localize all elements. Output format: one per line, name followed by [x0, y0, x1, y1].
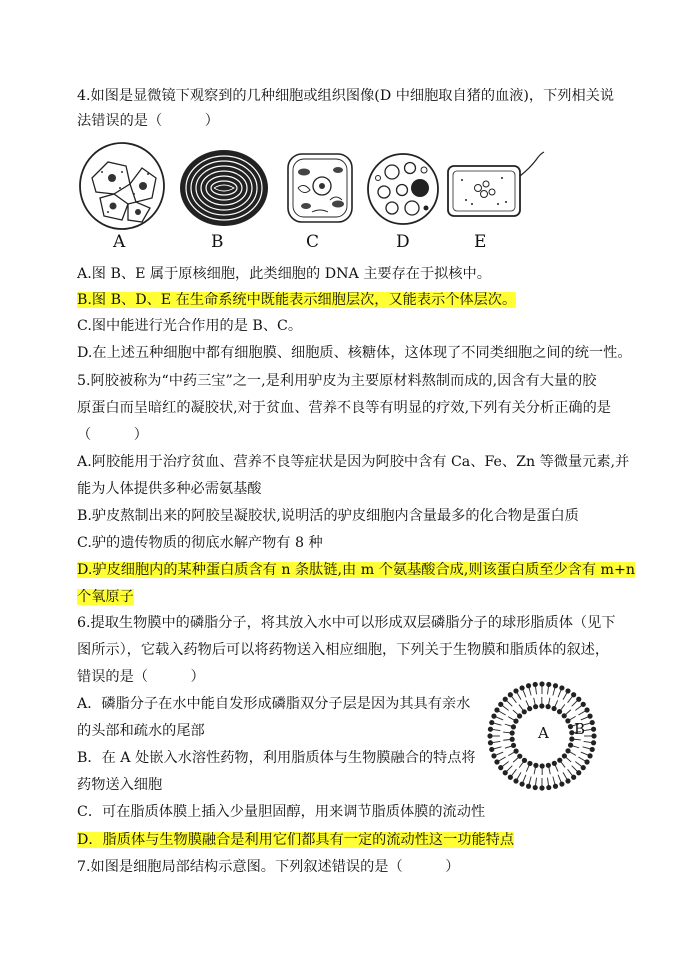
- lipid-head: [533, 785, 538, 790]
- q5-option-d-line2: [77, 587, 134, 607]
- lipid-head: [557, 758, 562, 763]
- lipid-head: [540, 763, 545, 768]
- q6-stem-line1: 6.提取生物膜中的磷脂分子，将其放入水中可以形成双层磷脂分子的球形脂质体（见下: [77, 615, 616, 631]
- lipid-head: [571, 692, 576, 697]
- q6-option-c: C．可在脂质体膜上插入少量胆固醇，用来调节脂质体膜的流动性: [77, 804, 486, 820]
- q4-option-d: D.在上述五种细胞中都有细胞膜、细胞质、核糖体，这体现了不同类细胞之间的统一性。: [77, 345, 632, 361]
- highlight-answer: B.图 B、D、E 在生命系统中既能表示细胞层次，又能表示个体层次。: [77, 292, 517, 308]
- lipid-head: [513, 688, 518, 693]
- lipid-head: [565, 778, 570, 783]
- figure-b-prokaryote: [178, 148, 270, 228]
- liposome-label-b: B: [574, 720, 586, 738]
- lipid-head: [487, 733, 492, 738]
- lipid-head: [590, 720, 595, 725]
- lipid-head: [526, 683, 531, 688]
- lipid-head: [508, 775, 513, 780]
- lipid-head: [527, 761, 532, 766]
- figure-e-bacterium: [440, 150, 546, 228]
- q5-stem-line3: （ ）: [77, 427, 148, 443]
- q4-stem-line1: 4.如图是显微镜下观察到的几种细胞或组织图像(D 中细胞取自猪的血液)，下列相关说: [77, 88, 615, 104]
- lipid-head: [498, 765, 503, 770]
- figure-d-blood-cells: [366, 150, 440, 228]
- lipid-head: [546, 682, 551, 687]
- q6-option-b-line1: B．在 A 处嵌入水溶性药物，利用脂质体与生物膜融合的特点将: [77, 750, 476, 766]
- lipid-head: [553, 683, 558, 688]
- lipid-head: [533, 682, 538, 687]
- liposome-label-a: A: [538, 724, 549, 742]
- figure-label-b: B: [211, 232, 224, 252]
- lipid-head: [533, 704, 538, 709]
- lipid-head: [513, 778, 518, 783]
- lipid-head: [568, 743, 573, 748]
- lipid-head: [508, 692, 513, 697]
- lipid-head: [517, 754, 522, 759]
- figure-label-a: A: [113, 232, 126, 252]
- lipid-head: [565, 688, 570, 693]
- lipid-head: [546, 763, 551, 768]
- lipid-head: [545, 704, 550, 709]
- lipid-head: [491, 714, 496, 719]
- q6-option-a-line2: 的头部和疏水的尾部: [77, 723, 205, 739]
- q5-stem-line1: 5.阿胶被称为“中药三宝”之一,是利用驴皮为主要原材料熬制而成的,因含有大量的胶: [77, 373, 597, 389]
- figure-label-d: D: [396, 232, 410, 252]
- q4-stem-line2: 法错误的是（ ）: [77, 113, 219, 129]
- q5-option-b: B.驴皮熬制出来的阿胶呈凝胶状,说明活的驴皮细胞内含量最多的化合物是蛋白质: [77, 508, 579, 524]
- lipid-head: [511, 724, 516, 729]
- lipid-head: [539, 681, 544, 686]
- lipid-head: [527, 706, 532, 711]
- lipid-head: [539, 703, 544, 708]
- lipid-head: [581, 702, 586, 707]
- q6-option-d: [77, 830, 514, 850]
- lipid-head: [510, 730, 515, 735]
- lipid-head: [557, 709, 562, 714]
- lipid-head: [520, 781, 525, 786]
- lipid-head: [587, 714, 592, 719]
- lipid-head: [553, 784, 558, 789]
- lipid-head: [552, 761, 557, 766]
- lipid-head: [513, 719, 518, 724]
- lipid-head: [591, 727, 596, 732]
- lipid-head: [590, 747, 595, 752]
- lipid-head: [559, 781, 564, 786]
- lipid-head: [511, 743, 516, 748]
- highlight-answer: D．脂质体与生物膜融合是利用它们都具有一定的流动性这一功能特点: [77, 832, 515, 848]
- lipid-head: [587, 753, 592, 758]
- lipid-head: [498, 702, 503, 707]
- lipid-head: [522, 758, 527, 763]
- lipid-head: [491, 753, 496, 758]
- lipid-head: [489, 720, 494, 725]
- figure-label-e: E: [474, 232, 487, 252]
- lipid-head: [526, 784, 531, 789]
- lipid-head: [591, 733, 596, 738]
- lipid-head: [565, 748, 570, 753]
- lipid-head: [559, 685, 564, 690]
- lipid-head: [494, 707, 499, 712]
- q6-option-a-line1: A．磷脂分子在水中能自发形成磷脂双分子层是因为其具有亲水: [77, 696, 471, 712]
- lipid-head: [581, 765, 586, 770]
- lipid-head: [562, 713, 567, 718]
- lipid-head: [520, 685, 525, 690]
- highlight-answer: 个氧原子: [77, 589, 134, 605]
- figure-c-plant-cell: [282, 148, 358, 230]
- q4-option-b: [77, 290, 516, 310]
- lipid-head: [551, 706, 556, 711]
- lipid-head: [591, 740, 596, 745]
- lipid-head: [576, 770, 581, 775]
- lipid-head: [488, 740, 493, 745]
- lipid-head: [503, 770, 508, 775]
- lipid-head: [488, 727, 493, 732]
- lipid-head: [489, 747, 494, 752]
- q4-option-c: C.图中能进行光合作用的是 B、C。: [77, 318, 303, 334]
- lipid-head: [510, 737, 515, 742]
- q4-option-a: A.图 B、E 属于原核细胞，此类细胞的 DNA 主要存在于拟核中。: [77, 266, 491, 282]
- lipid-head: [565, 718, 570, 723]
- q5-option-c: C.驴的遗传物质的彻底水解产物有 8 种: [77, 535, 323, 551]
- q5-option-a-line1: A.阿胶能用于治疗贫血、营养不良等症状是因为阿胶中含有 Ca、Fe、Zn 等微量元素,并: [77, 454, 630, 470]
- lipid-head: [562, 753, 567, 758]
- q5-option-a-line2: 能为人体提供多种必需氨基酸: [77, 481, 262, 497]
- highlight-answer: D.驴皮细胞内的某种蛋白质含有 n 条肽链,由 m 个氨基酸合成,则该蛋白质至少含有 m+n: [77, 562, 636, 578]
- lipid-head: [533, 763, 538, 768]
- lipid-head: [513, 749, 518, 754]
- figure-label-c: C: [306, 232, 320, 252]
- lipid-head: [568, 724, 573, 729]
- lipid-head: [539, 785, 544, 790]
- lipid-head: [517, 713, 522, 718]
- lipid-head: [522, 709, 527, 714]
- lipid-head: [584, 707, 589, 712]
- q5-option-d-line1: [77, 560, 635, 580]
- lipid-head: [584, 759, 589, 764]
- q6-option-b-line2: 药物送入细胞: [77, 777, 163, 793]
- q5-stem-line2: 原蛋白而呈暗红的凝胶状,对于贫血、营养不良等有明显的疗效,下列有关分析正确的是: [77, 400, 611, 416]
- figure-a-tissue: [78, 142, 168, 232]
- q7-stem: 7.如图是细胞局部结构示意图。下列叙述错误的是（ ）: [77, 859, 460, 875]
- lipid-head: [503, 697, 508, 702]
- q6-stem-line3: 错误的是（ ）: [77, 669, 205, 685]
- lipid-head: [546, 785, 551, 790]
- lipid-head: [576, 697, 581, 702]
- lipid-head: [494, 759, 499, 764]
- q6-stem-line2: 图所示），它载入药物后可以将药物送入相应细胞，下列关于生物膜和脂质体的叙述，: [77, 642, 610, 658]
- lipid-head: [571, 775, 576, 780]
